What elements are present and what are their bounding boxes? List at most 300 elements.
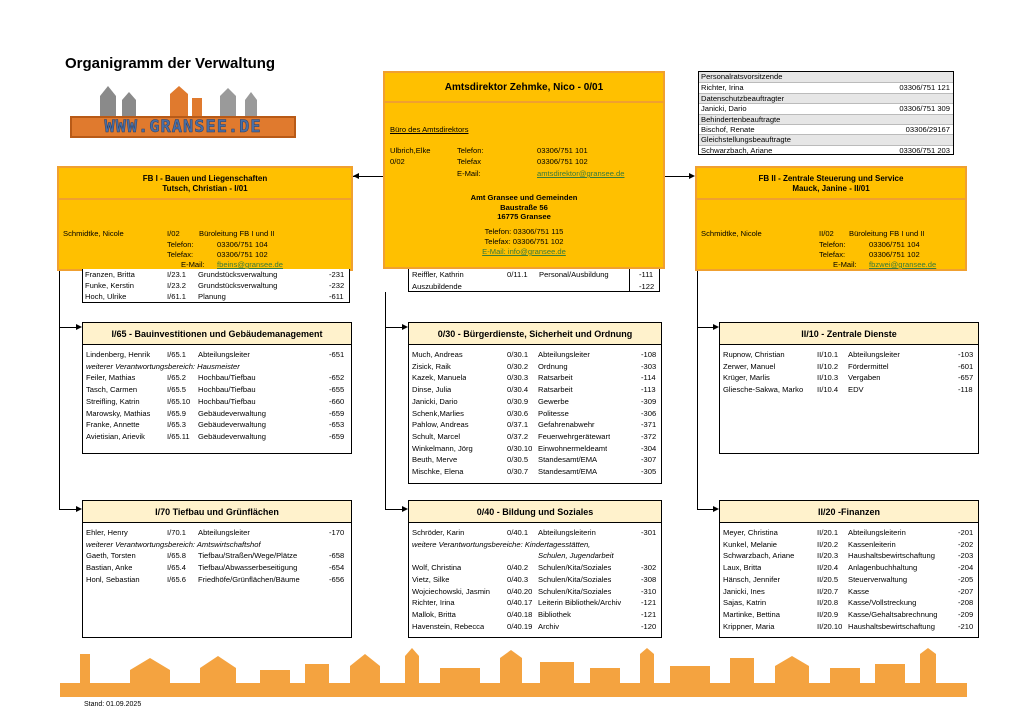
row-task: Abteilungsleiter bbox=[848, 350, 900, 359]
table-row bbox=[409, 443, 661, 455]
buero-nr: 0/02 bbox=[390, 157, 405, 166]
row-task: Ordnung bbox=[538, 361, 568, 371]
row-ext: -660 bbox=[329, 396, 345, 406]
row-nr: II/10.1 bbox=[817, 350, 839, 359]
row-nr: 0/40.20 bbox=[507, 586, 533, 596]
amtsdirektor-box bbox=[383, 71, 665, 269]
row-task: Vergaben bbox=[848, 373, 881, 383]
row-task: Haushaltsbewirtschaftung bbox=[848, 551, 935, 561]
row-name: Kazek, Manuela bbox=[412, 373, 467, 383]
table-row bbox=[720, 597, 978, 609]
row-task: Ratsarbeit bbox=[538, 385, 573, 395]
row-name: Pahlow, Andreas bbox=[412, 420, 469, 430]
fb1-title: FB I - Bauen und Liegenschaften bbox=[142, 174, 268, 183]
row-name: Zerwer, Manuel bbox=[723, 361, 776, 371]
center-staff-list bbox=[408, 269, 660, 292]
row-nr: 0/30.9 bbox=[507, 396, 529, 406]
row-task: Haushaltsbewirtschaftung bbox=[848, 621, 935, 631]
page-title: Organigramm der Verwaltung bbox=[65, 55, 276, 72]
fb1-role: Büroleitung FB I und II bbox=[199, 229, 275, 238]
row-name: Auszubildende bbox=[412, 281, 462, 291]
row-nr: II/20.1 bbox=[817, 528, 839, 537]
skyline-decoration-icon bbox=[60, 648, 967, 684]
table-row bbox=[409, 431, 661, 443]
row-name: Richter, Irina bbox=[412, 598, 455, 608]
row-nr: 0/30.5 bbox=[507, 455, 529, 465]
row-ext: -654 bbox=[329, 563, 345, 573]
buero-person: Ulbrich,Elke bbox=[390, 146, 431, 155]
row-name: Havenstein, Rebecca bbox=[412, 621, 485, 631]
table-row bbox=[83, 527, 351, 539]
row-task: Abteilungsleiter bbox=[198, 528, 250, 537]
connector-line bbox=[665, 176, 689, 177]
tel-value: 03306/751 101 bbox=[537, 146, 588, 155]
row-name: Rupnow, Christian bbox=[723, 350, 785, 359]
row-nr: I/65.2 bbox=[167, 373, 186, 383]
row-task: Kasse bbox=[848, 586, 870, 596]
table-row bbox=[83, 539, 351, 551]
table-row bbox=[83, 361, 351, 373]
fax-value: 03306/751 102 bbox=[537, 157, 588, 166]
row-ext: -306 bbox=[641, 408, 657, 418]
table-row bbox=[83, 384, 351, 396]
row-name: Kunkel, Melanie bbox=[723, 539, 778, 549]
fb1-mail-label: E-Mail: bbox=[181, 260, 205, 269]
row-nr: 0/30.2 bbox=[507, 361, 529, 371]
row-task: Kasse/Gehaltsabrechnung bbox=[848, 609, 938, 619]
info-row bbox=[699, 93, 953, 103]
row-nr: II/20.4 bbox=[817, 563, 839, 573]
row-name: Krüger, Marlis bbox=[723, 373, 770, 383]
row-name: Gliesche-Sakwa, Marko bbox=[723, 385, 804, 395]
row-ext: -653 bbox=[329, 420, 345, 430]
row-task: Schulen/Kita/Soziales bbox=[538, 574, 612, 584]
row-ext: -121 bbox=[641, 609, 657, 619]
info-row bbox=[699, 72, 953, 82]
row-ext: -120 bbox=[641, 621, 657, 631]
dept-box-ii10 bbox=[719, 322, 979, 454]
fb2-title: FB II - Zentrale Steuerung und Service bbox=[758, 174, 904, 183]
row-name: Tasch, Carmen bbox=[86, 385, 138, 395]
row-task: Personal/Ausbildung bbox=[539, 270, 609, 279]
row-name: Meyer, Christina bbox=[723, 528, 778, 537]
dept-box-i70 bbox=[82, 500, 352, 638]
row-ext: -114 bbox=[641, 373, 656, 383]
fb1-fax: 03306/751 102 bbox=[217, 250, 268, 259]
row-ext: -601 bbox=[958, 361, 974, 371]
row-task: Kassenleiterin bbox=[848, 539, 896, 549]
row-ext: -651 bbox=[329, 350, 345, 359]
row-ext: -202 bbox=[958, 539, 974, 549]
connector-line bbox=[59, 271, 60, 510]
dept-title: 0/30 - Bürgerdienste, Sicherheit und Ordnung bbox=[409, 323, 661, 345]
fb2-mail-link[interactable]: fbzwei@gransee.de bbox=[869, 260, 937, 269]
arrow-icon bbox=[713, 324, 719, 330]
row-nr: II/10.4 bbox=[817, 385, 839, 395]
row-ext: -309 bbox=[641, 396, 657, 406]
row-ext: -201 bbox=[958, 528, 974, 537]
row-nr: II/20.7 bbox=[817, 586, 839, 596]
row-name: Honl, Sebastian bbox=[86, 574, 140, 584]
fb1-leader: Tutsch, Christian - I/01 bbox=[162, 184, 248, 193]
info-label: Personalratsvorsitzende bbox=[701, 72, 783, 81]
row-nr: 0/30.4 bbox=[507, 385, 529, 395]
row-nr: I/23.2 bbox=[167, 281, 186, 291]
row-task: Gebäudeverwaltung bbox=[198, 420, 266, 430]
table-row bbox=[409, 384, 661, 396]
fb2-nr: II/02 bbox=[819, 229, 834, 238]
row-ext: -205 bbox=[958, 574, 974, 584]
table-row bbox=[720, 550, 978, 562]
info-name: Schwarzbach, Ariane bbox=[701, 145, 773, 155]
row-task: Gebäudeverwaltung bbox=[198, 431, 266, 441]
row-nr: I/65.5 bbox=[167, 385, 186, 395]
table-row bbox=[720, 586, 978, 598]
dept-box-i65 bbox=[82, 322, 352, 454]
row-task: Tiefbau/Straßen/Wege/Plätze bbox=[198, 551, 298, 561]
row-ext: -203 bbox=[958, 551, 974, 561]
row-name: Hänsch, Jennifer bbox=[723, 574, 780, 584]
fb2-role: Büroleitung FB I und II bbox=[849, 229, 925, 238]
row-ext: -302 bbox=[641, 563, 657, 573]
row-nr: I/65.8 bbox=[167, 551, 186, 561]
row-ext: -113 bbox=[641, 385, 656, 395]
row-note: weiterer Verantwortungsbereich: Amtswirtschaftshof bbox=[86, 539, 261, 549]
row-ext: -118 bbox=[958, 385, 973, 395]
table-row bbox=[83, 574, 351, 586]
row-name: Hoch, Ulrike bbox=[85, 292, 127, 302]
row-nr: I/65.9 bbox=[167, 408, 186, 418]
table-row bbox=[83, 291, 349, 303]
amt-city: 16775 Gransee bbox=[497, 212, 551, 221]
castle-logo-icon bbox=[70, 86, 296, 120]
info-row bbox=[699, 82, 953, 92]
amt-contact bbox=[385, 227, 663, 257]
info-row bbox=[699, 134, 953, 144]
dept-title: 0/40 - Bildung und Soziales bbox=[409, 501, 661, 523]
row-name: Gaeth, Torsten bbox=[86, 551, 136, 561]
table-row bbox=[409, 349, 661, 361]
row-name: Zisick, Raik bbox=[412, 361, 451, 371]
row-ext: -652 bbox=[329, 373, 345, 383]
row-nr: II/10.3 bbox=[817, 373, 839, 383]
row-task: Friedhöfe/Grünflächen/Bäume bbox=[198, 574, 300, 584]
info-phone: 03306/751 309 bbox=[899, 104, 950, 114]
row-nr: 0/40.3 bbox=[507, 574, 529, 584]
table-row bbox=[409, 281, 659, 293]
table-row bbox=[409, 539, 661, 551]
table-row bbox=[720, 574, 978, 586]
row-name: Dinse, Julia bbox=[412, 385, 452, 395]
row-ext: -108 bbox=[641, 350, 657, 359]
table-row bbox=[409, 562, 661, 574]
row-name: Reiffler, Kathrin bbox=[412, 270, 464, 279]
connector-line bbox=[59, 509, 76, 510]
info-label: Gleichstellungsbeauftragte bbox=[701, 135, 791, 145]
row-task: Kasse/Vollstreckung bbox=[848, 598, 917, 608]
row-nr: I/65.1 bbox=[167, 350, 186, 359]
table-row bbox=[720, 621, 978, 633]
bottom-band bbox=[60, 683, 967, 697]
row-name: Much, Andreas bbox=[412, 350, 463, 359]
table-row bbox=[720, 539, 978, 551]
row-nr: II/20.5 bbox=[817, 574, 839, 584]
row-task: Hochbau/Tiefbau bbox=[198, 396, 256, 406]
fb2-box bbox=[695, 166, 967, 271]
row-ext: -204 bbox=[958, 563, 974, 573]
table-row bbox=[409, 574, 661, 586]
row-name: Wolf, Christina bbox=[412, 563, 462, 573]
row-task: Grundstücksverwaltung bbox=[198, 281, 278, 291]
row-name: Funke, Kerstin bbox=[85, 281, 134, 291]
row-nr: I/65.3 bbox=[167, 420, 186, 430]
row-task: Anlagenbuchhaltung bbox=[848, 563, 918, 573]
table-row bbox=[720, 384, 978, 396]
row-nr: I/70.1 bbox=[167, 528, 186, 537]
row-nr: 0/37.1 bbox=[507, 420, 529, 430]
fb1-person: Schmidtke, Nicole bbox=[63, 229, 124, 238]
info-phone: 03306/29167 bbox=[905, 125, 950, 134]
info-row bbox=[699, 124, 953, 134]
row-name: Franke, Annette bbox=[86, 420, 140, 430]
info-name: Bischof, Renate bbox=[701, 125, 755, 134]
amtsdirektor-head: Amtsdirektor Zehmke, Nico - 0/01 bbox=[385, 73, 663, 103]
row-task: Gewerbe bbox=[538, 396, 569, 406]
connector-line bbox=[697, 327, 713, 328]
row-name: Bastian, Anke bbox=[86, 563, 133, 573]
table-row bbox=[720, 372, 978, 384]
beauftragte-box bbox=[698, 71, 954, 155]
fb1-fax-label: Telefax: bbox=[167, 250, 194, 259]
row-name: Streifling, Katrin bbox=[86, 396, 140, 406]
amt-mail-link[interactable]: E-Mail: info@gransee.de bbox=[482, 247, 566, 256]
row-task: Gefahrenabwehr bbox=[538, 420, 595, 430]
fb2-head bbox=[697, 168, 965, 200]
fb2-fax-label: Telefax: bbox=[819, 250, 846, 259]
row-nr: II/20.8 bbox=[817, 598, 839, 608]
row-ext: -657 bbox=[958, 373, 974, 383]
connector-line bbox=[697, 271, 698, 510]
row-task: Standesamt/EMA bbox=[538, 455, 598, 465]
fb1-staff-list bbox=[82, 269, 350, 303]
dept-box-ii20 bbox=[719, 500, 979, 638]
row-name: Martinke, Bettina bbox=[723, 609, 780, 619]
row-ext: -210 bbox=[958, 621, 974, 631]
row-ext: -372 bbox=[641, 431, 657, 441]
row-ext: -232 bbox=[329, 281, 345, 291]
table-row bbox=[83, 372, 351, 384]
row-task: Steuerverwaltung bbox=[848, 574, 908, 584]
connector-line bbox=[59, 327, 76, 328]
row-nr: I/65.11 bbox=[167, 431, 190, 441]
row-name: Mallok, Britta bbox=[412, 609, 456, 619]
row-name: Avietisian, Arievik bbox=[86, 431, 145, 441]
row-nr: II/10.2 bbox=[817, 361, 839, 371]
table-row bbox=[83, 349, 351, 361]
table-row bbox=[409, 361, 661, 373]
table-row bbox=[409, 597, 661, 609]
table-row bbox=[720, 361, 978, 373]
arrow-icon bbox=[689, 173, 695, 179]
table-row bbox=[83, 280, 349, 292]
row-note: weitere Verantwortungsbereiche: Kindertagesstätten, bbox=[412, 539, 591, 549]
row-note: weiterer Verantwortungsbereich: Hausmeister bbox=[86, 361, 240, 371]
row-ext: -304 bbox=[641, 443, 657, 453]
table-row bbox=[409, 454, 661, 466]
row-name: Beuth, Merve bbox=[412, 455, 458, 465]
row-note: Schulen, Jugendarbeit bbox=[538, 551, 614, 561]
row-nr: 0/40.1 bbox=[507, 528, 529, 537]
row-task: Leiterin Bibliothek/Archiv bbox=[538, 598, 622, 608]
dept-title: I/70 Tiefbau und Grünflächen bbox=[83, 501, 351, 523]
row-name: Wojciechowski, Jasmin bbox=[412, 586, 490, 596]
row-nr: 0/30.7 bbox=[507, 467, 529, 476]
tel-label: Telefon: bbox=[457, 146, 484, 155]
info-label: Behindertenbeauftragte bbox=[701, 114, 781, 124]
row-ext: -170 bbox=[329, 528, 345, 537]
row-ext: -207 bbox=[958, 586, 974, 596]
row-task: Hochbau/Tiefbau bbox=[198, 373, 256, 383]
dept-box-o40 bbox=[408, 500, 662, 638]
connector-line bbox=[385, 509, 402, 510]
info-row bbox=[699, 103, 953, 113]
row-name: Vietz, Silke bbox=[412, 574, 450, 584]
fb1-nr: I/02 bbox=[167, 229, 180, 238]
row-nr: I/61.1 bbox=[167, 292, 186, 302]
info-row bbox=[699, 145, 953, 155]
row-task: Bibliothek bbox=[538, 609, 571, 619]
row-name: Janicki, Dario bbox=[412, 396, 458, 406]
row-ext: -307 bbox=[641, 455, 657, 465]
row-task: Archiv bbox=[538, 621, 560, 631]
dept-title: II/20 -Finanzen bbox=[720, 501, 978, 523]
row-name: Schröder, Karin bbox=[412, 528, 465, 537]
table-row bbox=[409, 466, 661, 478]
row-task: Abteilungsleiter bbox=[538, 350, 590, 359]
row-task: Abteilungsleiterin bbox=[848, 528, 906, 537]
row-task: Planung bbox=[198, 292, 226, 302]
fb2-fax: 03306/751 102 bbox=[869, 250, 920, 259]
fb2-mail-label: E-Mail: bbox=[833, 260, 857, 269]
table-row bbox=[409, 269, 659, 281]
table-row bbox=[83, 550, 351, 562]
row-ext: -208 bbox=[958, 598, 974, 608]
row-name: Marowsky, Mathias bbox=[86, 408, 151, 418]
table-row bbox=[409, 586, 661, 598]
table-row bbox=[83, 269, 349, 281]
row-ext: -308 bbox=[641, 574, 657, 584]
fb2-tel: 03306/751 104 bbox=[869, 240, 920, 249]
row-task: Abteilungsleiter bbox=[198, 350, 250, 359]
row-name: Laux, Britta bbox=[723, 563, 762, 573]
row-task: EDV bbox=[848, 385, 864, 395]
fb1-head bbox=[59, 168, 351, 200]
info-name: Janicki, Dario bbox=[701, 104, 747, 114]
arrow-icon bbox=[713, 506, 719, 512]
row-nr: 0/40.2 bbox=[507, 563, 529, 573]
table-row bbox=[409, 609, 661, 621]
arrow-icon bbox=[353, 173, 359, 179]
table-row bbox=[409, 621, 661, 633]
row-ext: -611 bbox=[329, 292, 344, 302]
table-row bbox=[83, 396, 351, 408]
arrow-icon bbox=[76, 324, 82, 330]
row-ext: -103 bbox=[958, 350, 974, 359]
row-nr: 0/40.17 bbox=[507, 598, 533, 608]
row-name: Schenk,Marlies bbox=[412, 408, 464, 418]
row-nr: 0/40.18 bbox=[507, 609, 533, 619]
row-ext: -659 bbox=[329, 408, 345, 418]
arrow-icon bbox=[76, 506, 82, 512]
row-name: Ehler, Henry bbox=[86, 528, 128, 537]
row-nr: II/20.10 bbox=[817, 621, 843, 631]
row-nr: 0/30.10 bbox=[507, 443, 533, 453]
row-nr: 0/30.1 bbox=[507, 350, 529, 359]
fb1-tel-label: Telefon: bbox=[167, 240, 194, 249]
logo-text: WWW.GRANSEE.DE bbox=[70, 116, 296, 138]
table-row bbox=[409, 550, 661, 562]
row-name: Schwarzbach, Ariane bbox=[723, 551, 795, 561]
fb1-tel: 03306/751 104 bbox=[217, 240, 268, 249]
amt-fax: Telefax: 03306/751 102 bbox=[484, 237, 564, 246]
row-nr: I/65.6 bbox=[167, 574, 186, 584]
table-row bbox=[409, 408, 661, 420]
connector-line bbox=[697, 509, 713, 510]
fb1-mail-link[interactable]: fbeins@gransee.de bbox=[217, 260, 283, 269]
table-row bbox=[720, 562, 978, 574]
fb2-leader: Mauck, Janine - II/01 bbox=[792, 184, 870, 193]
row-name: Krippner, Maria bbox=[723, 621, 775, 631]
table-row bbox=[409, 527, 661, 539]
row-task: Politesse bbox=[538, 408, 569, 418]
row-task: Gebäudeverwaltung bbox=[198, 408, 266, 418]
gransee-logo bbox=[70, 86, 296, 140]
table-row bbox=[720, 527, 978, 539]
table-row bbox=[83, 408, 351, 420]
row-nr: 0/11.1 bbox=[507, 270, 528, 279]
row-ext: -310 bbox=[641, 586, 657, 596]
row-nr: I/65.4 bbox=[167, 563, 186, 573]
row-name: Sajas, Katrin bbox=[723, 598, 767, 608]
row-name: Lindenberg, Henrik bbox=[86, 350, 151, 359]
row-task: Einwohnermeldeamt bbox=[538, 443, 608, 453]
row-nr: 0/40.19 bbox=[507, 621, 533, 631]
row-task: Abteilungsleiterin bbox=[538, 528, 596, 537]
row-task: Feuerwehrgerätewart bbox=[538, 431, 611, 441]
table-row bbox=[409, 396, 661, 408]
row-ext: -658 bbox=[329, 551, 345, 561]
row-ext: -301 bbox=[641, 528, 657, 537]
row-task: Grundstücksverwaltung bbox=[198, 270, 278, 279]
arrow-icon bbox=[402, 506, 408, 512]
row-ext: -209 bbox=[958, 609, 974, 619]
row-task: Schulen/Kita/Soziales bbox=[538, 586, 612, 596]
amt-address bbox=[385, 193, 663, 222]
dept-title: I/65 - Bauinvestitionen und Gebäudemanagement bbox=[83, 323, 351, 345]
row-ext: -121 bbox=[641, 598, 657, 608]
row-ext: -655 bbox=[329, 385, 345, 395]
row-nr: II/20.9 bbox=[817, 609, 839, 619]
row-nr: 0/30.3 bbox=[507, 373, 529, 383]
amt-street: Baustraße 56 bbox=[500, 202, 548, 212]
row-ext: -656 bbox=[329, 574, 345, 584]
row-task: Schulen/Kita/Soziales bbox=[538, 563, 612, 573]
connector-line bbox=[385, 292, 386, 510]
dept-box-o30 bbox=[408, 322, 662, 484]
row-nr: I/23.1 bbox=[167, 270, 186, 279]
row-nr: 0/37.2 bbox=[507, 431, 529, 441]
mail-link[interactable]: amtsdirektor@gransee.de bbox=[537, 169, 625, 178]
